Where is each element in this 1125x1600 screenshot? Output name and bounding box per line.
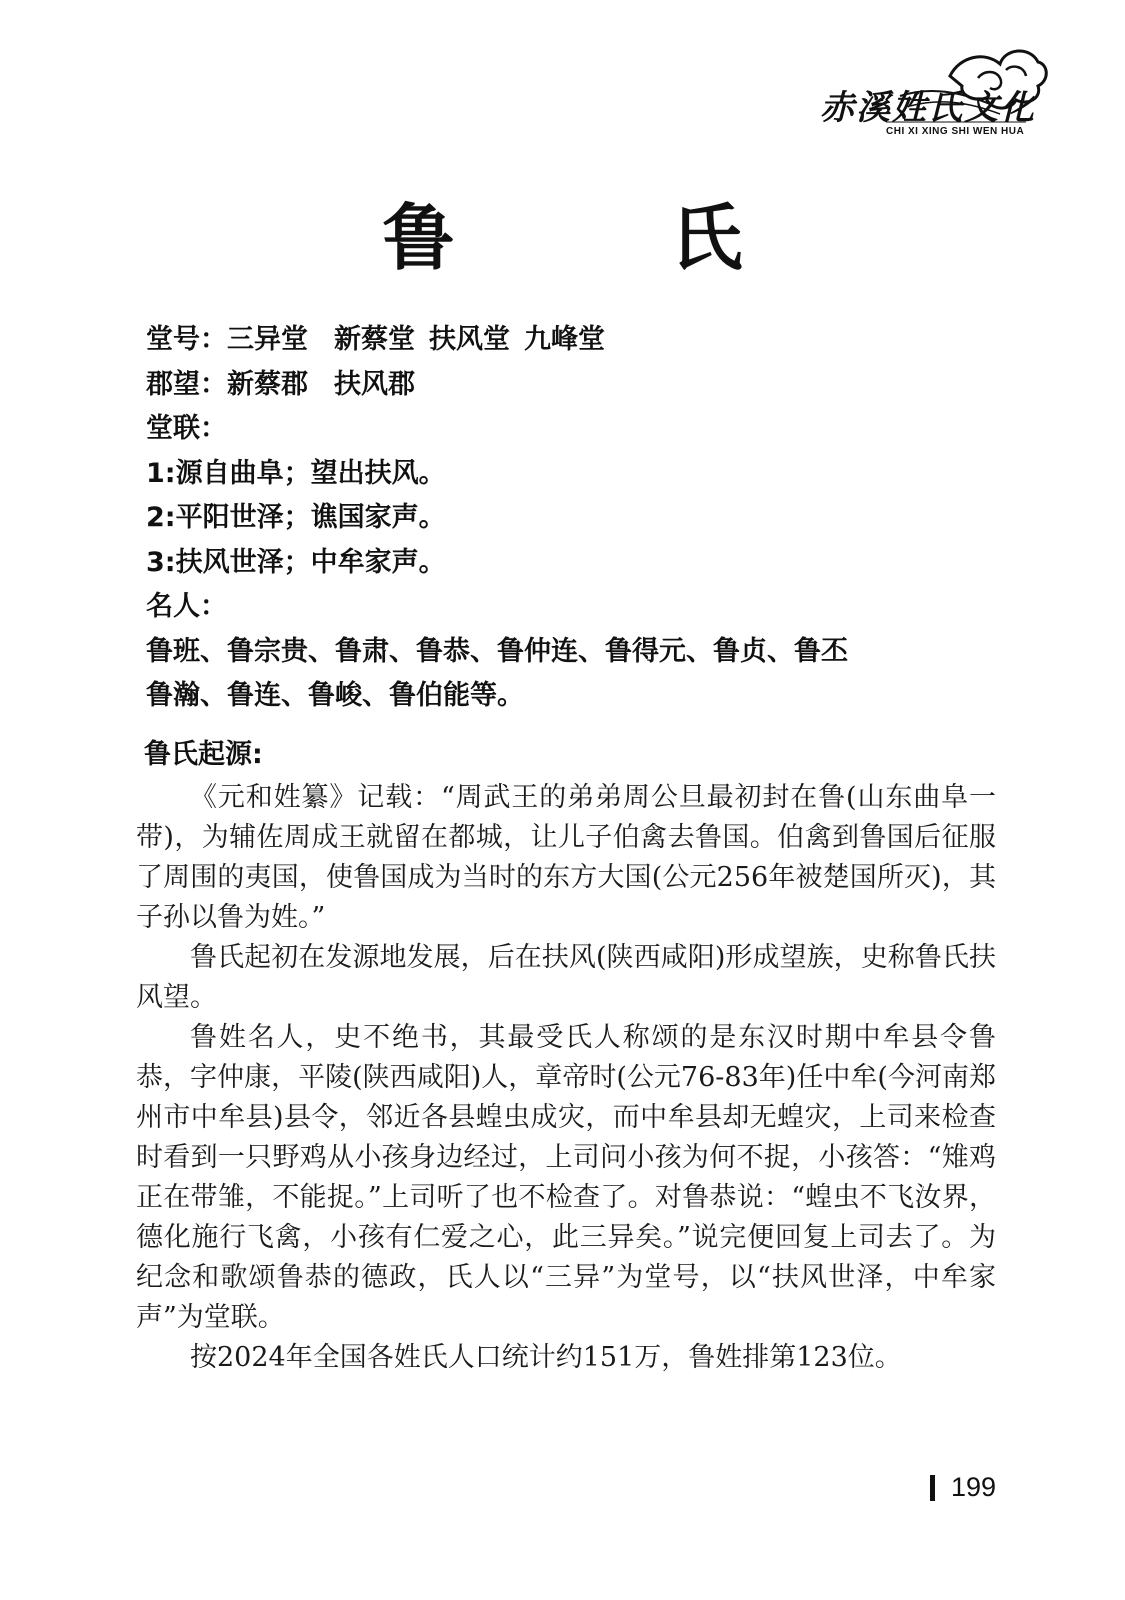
tanghao-item: 三异堂 (227, 324, 308, 355)
origin-paragraph: 鲁姓名人，史不绝书，其最受氏人称颂的是东汉时期中牟县令鲁恭，字仲康，平陵(陕西咸阳)人，章帝时(公元76-83年)任中牟(今河南郑州市中牟县)县令，邻近各县蝗虫成灾，而中牟县却无蝗灾，上司来检查时看到一只野鸡从小孩身边经过，上司问小孩为何不捉，小孩答：“雉鸡正在带雏，不能捉。”上司听了也不检查了。对鲁恭说：“蝗虫不飞汝界，德化施行飞禽，小孩有仁爱之心，此三异矣。”说完便回复上司去了。为纪念和歌颂鲁恭的德政，氏人以“三异”为堂号，以“扶风世泽，中牟家声”为堂联。 (136, 1022, 996, 1333)
couplet-line: 1:源自曲阜；望出扶风。 (146, 457, 446, 489)
couplet-line: 3:扶风世泽；中牟家声。 (146, 546, 446, 578)
mingren-label: 名人： (146, 591, 227, 622)
tanglian-label: 堂联： (146, 413, 227, 444)
junwang-item: 扶风郡 (334, 368, 415, 400)
mingren-list-line: 鲁班、鲁宗贵、鲁肃、鲁恭、鲁仲连、鲁得元、鲁贞、鲁丕 (146, 635, 848, 667)
mingren-list-line: 鲁瀚、鲁连、鲁峻、鲁伯能等。 (146, 680, 524, 711)
tanghao-label: 堂号： (146, 324, 227, 355)
logo-pinyin-text: CHI XI XING SHI WEN HUA (886, 126, 1025, 137)
page-number-text: 199 (951, 1472, 997, 1502)
origin-paragraph: 按2024年全国各姓氏人口统计约151万，鲁姓排第123位。 (190, 1342, 902, 1373)
origin-paragraph: 鲁氏起初在发源地发展，后在扶风(陕西咸阳)形成望族，史称鲁氏扶风望。 (136, 942, 996, 1013)
junwang-item: 新蔡郡 (227, 368, 308, 400)
page-number-bar (930, 1475, 935, 1501)
tanghao-item: 九峰堂 (524, 324, 605, 355)
junwang-label: 郡望： (146, 368, 227, 400)
junwang-line (146, 363, 1026, 408)
origin-body (136, 778, 996, 1378)
tanghao-line (146, 318, 1026, 363)
origin-paragraph: 《元和姓纂》记载：“周武王的弟弟周公旦最初封在鲁(山东曲阜一带)，为辅佐周成王就留在都城，让儿子伯禽去鲁国。伯禽到鲁国后征服了周围的夷国，使鲁国成为当时的东方大国(公元256年被楚国所灭)，其子孙以鲁为姓。” (136, 782, 996, 933)
couplet-line: 2:平阳世泽；谯国家声。 (146, 502, 446, 533)
page-title: 鲁 氏 (382, 195, 815, 280)
logo-script-text: 赤溪姓氏文化 (820, 88, 1036, 128)
header-logo (800, 36, 1050, 146)
tanghao-item: 新蔡堂 (334, 324, 415, 355)
tanghao-item: 扶风堂 (429, 324, 510, 355)
info-block (146, 318, 1026, 719)
page-number (930, 1472, 996, 1503)
origin-heading: 鲁氏起源: (144, 739, 263, 770)
